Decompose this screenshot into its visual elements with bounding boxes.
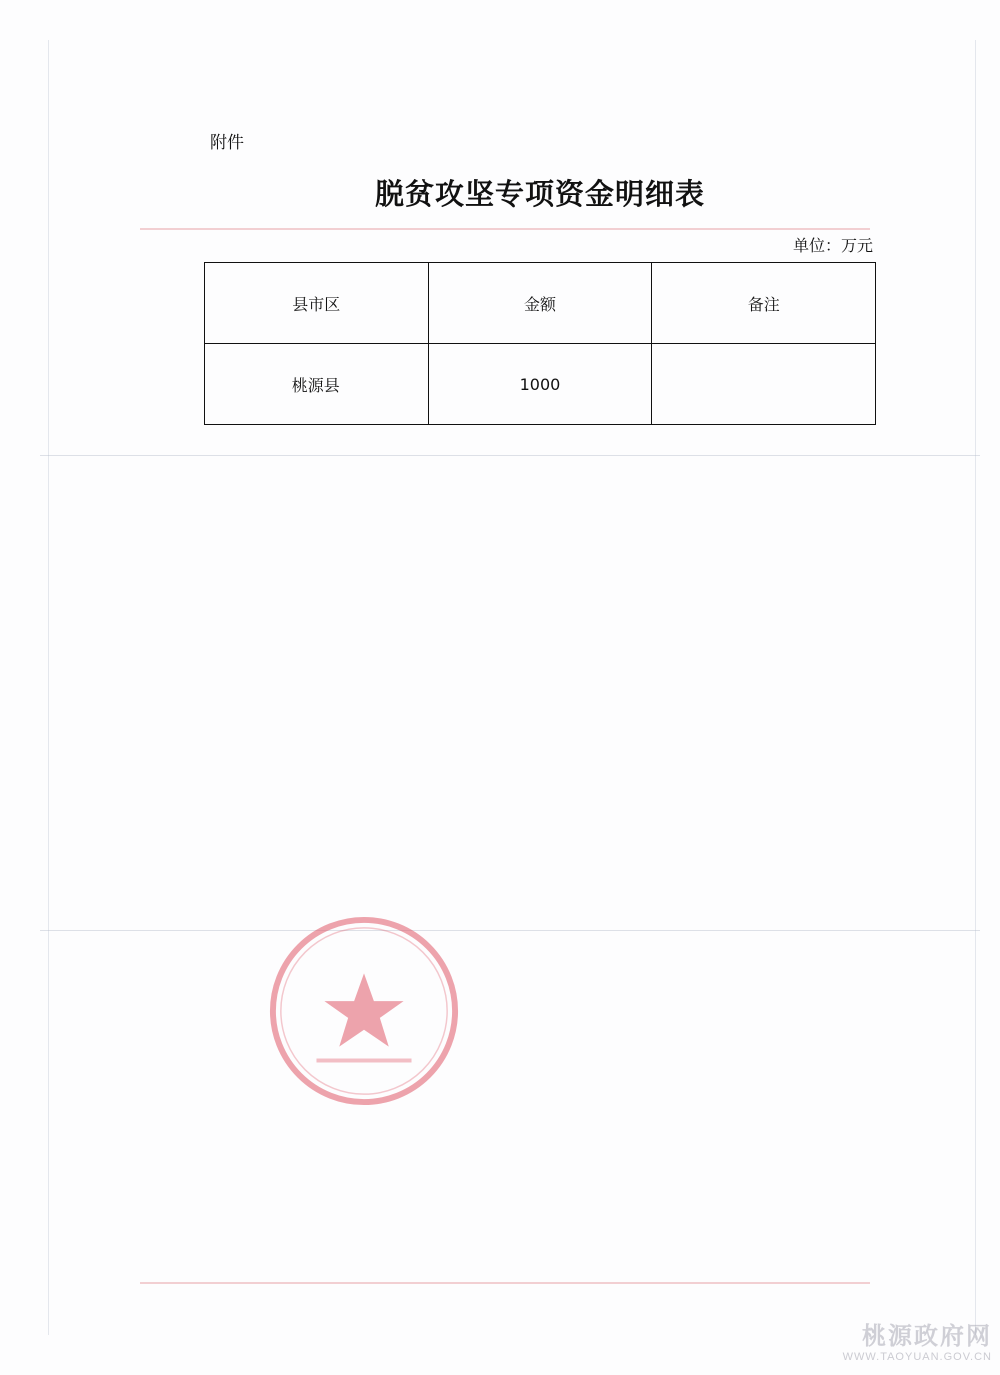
cell-note — [652, 344, 876, 425]
column-header-amount: 金额 — [428, 263, 652, 344]
paper-fold-line — [40, 455, 980, 456]
table-row — [205, 344, 876, 425]
cell-county: 桃源县 — [205, 344, 429, 425]
paper-edge-line — [48, 40, 49, 1335]
watermark-site-name: 桃源政府网 — [862, 1321, 992, 1350]
site-watermark — [843, 1316, 992, 1363]
page-title: 脱贫攻坚专项资金明细表 — [374, 177, 705, 211]
paper-edge-line — [975, 40, 976, 1335]
unit-label: 单位：万元 — [792, 236, 873, 255]
watermark-site-url: WWW.TAOYUAN.GOV.CN — [842, 1351, 992, 1363]
cell-amount: 1000 — [428, 344, 652, 425]
bleed-through-line — [140, 1282, 870, 1284]
attachment-label: 附件 — [210, 133, 244, 153]
column-header-county: 县市区 — [205, 263, 429, 344]
column-header-note: 备注 — [652, 263, 876, 344]
official-seal-icon — [265, 912, 463, 1110]
bleed-through-line — [140, 228, 870, 230]
funds-detail-table — [204, 262, 876, 425]
table-header-row — [205, 263, 876, 344]
paper-fold-line — [40, 930, 980, 931]
